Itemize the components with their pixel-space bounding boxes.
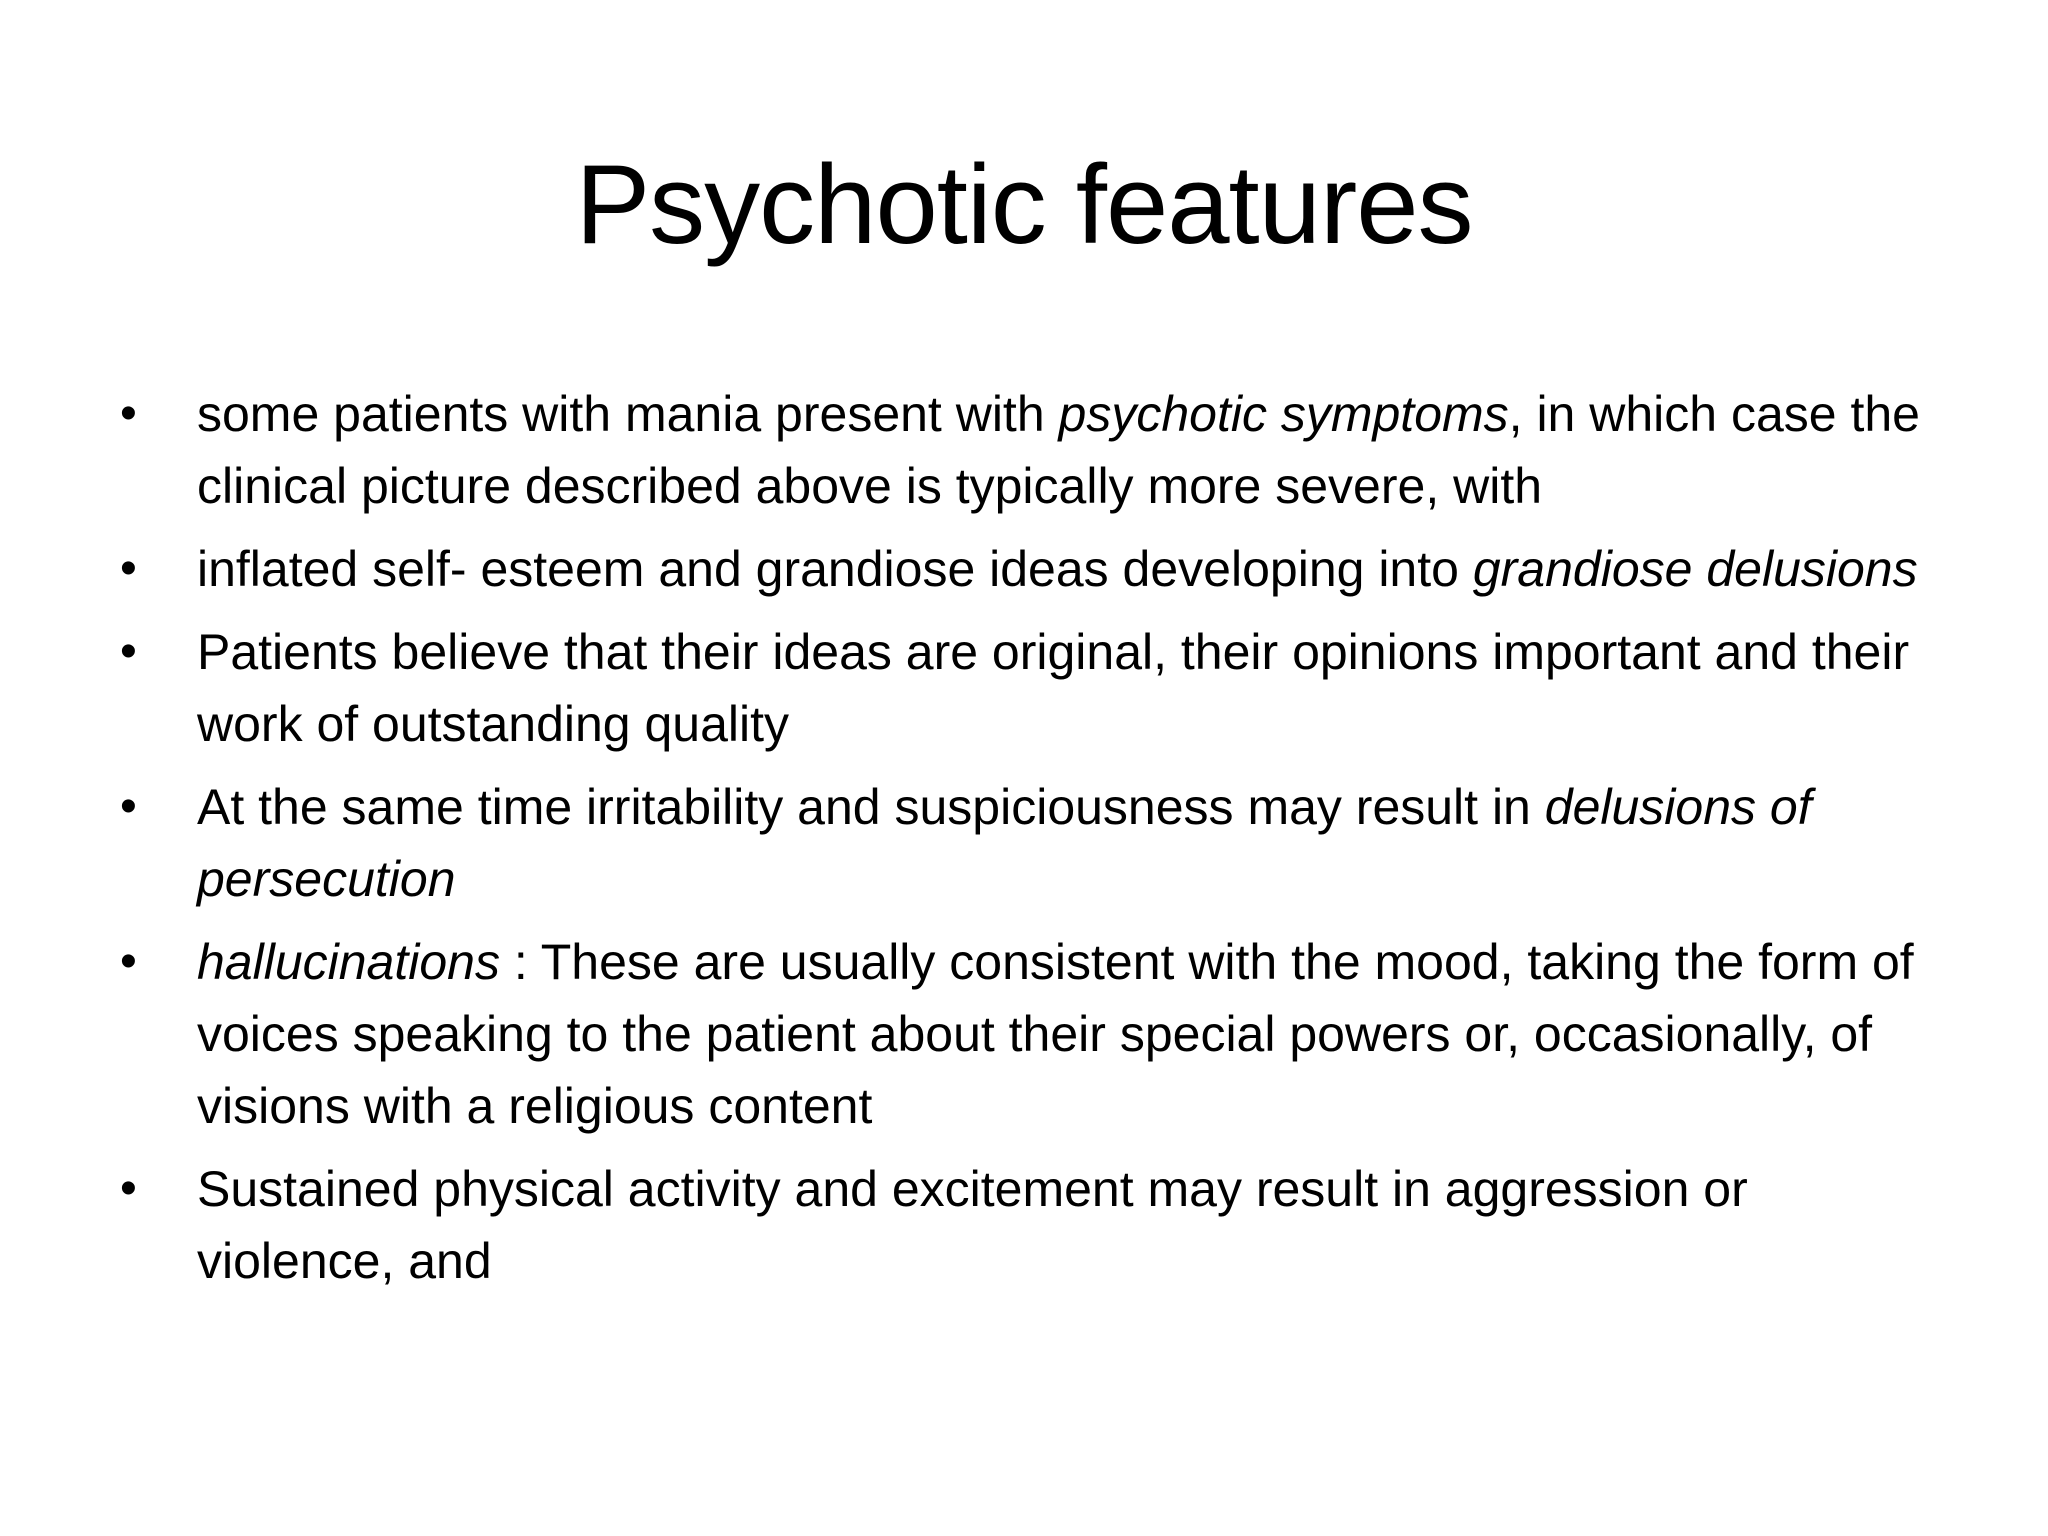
bullet-item	[120, 378, 1920, 522]
bullet-text	[197, 616, 1920, 760]
bullet-item	[120, 533, 1920, 605]
bullet-segment-italic: hallucinations	[197, 934, 500, 990]
bullet-segment: some patients with mania present with	[197, 386, 1059, 442]
bullet-list	[120, 378, 1920, 1308]
bullet-segment: inflated self- esteem and grandiose ideas developing into	[197, 541, 1473, 597]
bullet-text	[197, 378, 1920, 522]
bullet-text	[197, 771, 1920, 915]
bullet-item	[120, 926, 1920, 1142]
bullet-item	[120, 771, 1920, 915]
bullet-segment: , in which case the clinical picture described above is typically more severe, with	[197, 386, 1920, 514]
bullet-item	[120, 616, 1920, 760]
bullet-item	[120, 1153, 1920, 1297]
slide-title: Psychotic features	[575, 142, 1473, 267]
bullet-text	[197, 533, 1920, 605]
bullet-segment-italic: delusions of persecution	[197, 779, 1812, 907]
bullet-dot-icon: •	[120, 625, 137, 678]
bullet-dot-icon: •	[120, 935, 137, 988]
bullet-dot-icon: •	[120, 542, 137, 595]
bullet-dot-icon: •	[120, 780, 137, 833]
bullet-text	[197, 1153, 1920, 1297]
bullet-segment-italic: psychotic symptoms	[1058, 386, 1509, 442]
bullet-text	[197, 926, 1920, 1142]
bullet-dot-icon: •	[120, 1162, 137, 1215]
bullet-segment: Sustained physical activity and excitement may result in aggression or violence, and	[197, 1161, 1748, 1289]
bullet-segment: : These are usually consistent with the mood, taking the form of voices speaking to the patient about their special powers or, occasionally, of visions with a religious content	[197, 934, 1914, 1134]
bullet-segment: Patients believe that their ideas are original, their opinions important and their work of outstanding quality	[197, 624, 1910, 752]
bullet-segment-italic: grandiose delusions	[1472, 541, 1918, 597]
bullet-dot-icon: •	[120, 387, 137, 440]
bullet-segment: At the same time irritability and suspiciousness may result in	[197, 779, 1545, 835]
